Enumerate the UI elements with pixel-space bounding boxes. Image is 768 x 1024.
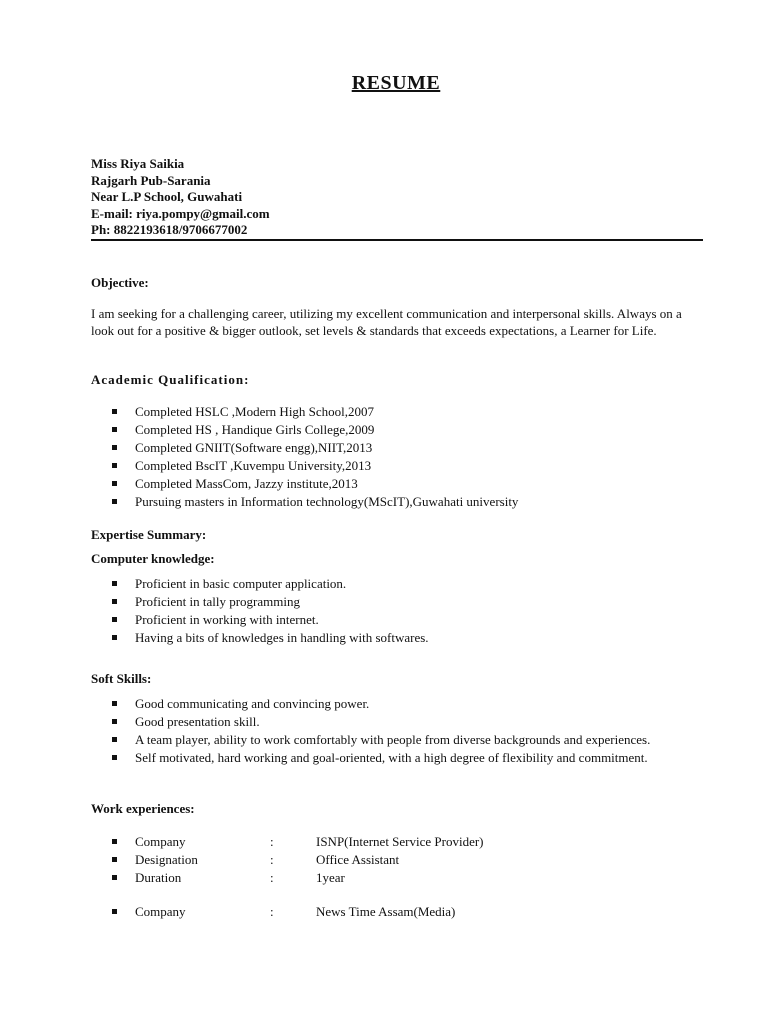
resume-title: RESUME <box>351 72 441 94</box>
objective-text: I am seeking for a challenging career, utilizing my excellent communication and interpersonal skills. Always on a look out for a positive & bigger outlook, set levels & standards that exceeds expectations, a Learner for Life. <box>91 306 682 338</box>
work-detail-row <box>112 833 612 851</box>
contact-phone: Ph: 8822193618/9706677002 <box>91 222 248 237</box>
academic-list <box>112 403 518 511</box>
contact-block <box>91 156 270 239</box>
computer-knowledge-item: Proficient in working with internet. <box>112 611 429 629</box>
contact-address-line1: Rajgarh Pub-Sarania <box>91 172 211 188</box>
work-detail-separator: : <box>270 904 274 919</box>
academic-item: Completed HS , Handique Girls College,2009 <box>112 421 518 439</box>
work-detail-separator: : <box>270 834 274 849</box>
work-detail-row <box>112 869 612 887</box>
computer-knowledge-list <box>112 575 429 647</box>
academic-item: Completed MassCom, Jazzy institute,2013 <box>112 475 518 493</box>
academic-heading: Academic Qualification: <box>91 372 250 387</box>
work-detail-value: News Time Assam(Media) <box>316 904 456 919</box>
work-detail-label: Duration <box>135 870 182 885</box>
work-job-2 <box>112 903 612 921</box>
soft-skill-item: A team player, ability to work comfortably with people from diverse backgrounds and experiences. <box>112 731 650 749</box>
work-detail-label: Company <box>135 834 186 849</box>
contact-address-line2: Near L.P School, Guwahati <box>91 189 243 204</box>
objective-heading: Objective: <box>91 275 149 290</box>
academic-item: Pursuing masters in Information technology(MScIT),Guwahati university <box>112 493 518 511</box>
soft-skill-item: Good presentation skill. <box>112 713 650 731</box>
computer-knowledge-item: Proficient in basic computer application. <box>112 575 429 593</box>
header-divider <box>91 239 703 241</box>
work-detail-row <box>112 903 612 921</box>
work-detail-separator: : <box>270 870 274 885</box>
work-detail-label: Designation <box>135 852 198 867</box>
work-detail-label: Company <box>135 904 186 919</box>
expertise-heading: Expertise Summary: <box>91 527 207 542</box>
work-experience-heading: Work experiences: <box>91 801 195 816</box>
work-detail-separator: : <box>270 852 274 867</box>
soft-skill-item: Self motivated, hard working and goal-oriented, with a high degree of flexibility and commitment. <box>112 749 650 767</box>
soft-skills-list <box>112 695 650 767</box>
contact-name: Miss Riya Saikia <box>91 156 185 171</box>
academic-item: Completed BscIT ,Kuvempu University,2013 <box>112 457 518 475</box>
work-detail-row <box>112 851 612 869</box>
work-job-1 <box>112 833 612 887</box>
work-detail-value: ISNP(Internet Service Provider) <box>316 834 484 849</box>
academic-item: Completed HSLC ,Modern High School,2007 <box>112 403 518 421</box>
contact-email: E-mail: riya.pompy@gmail.com <box>91 205 270 221</box>
computer-knowledge-item: Having a bits of knowledges in handling with softwares. <box>112 629 429 647</box>
soft-skill-item: Good communicating and convincing power. <box>112 695 650 713</box>
computer-knowledge-heading: Computer knowledge: <box>91 551 215 566</box>
computer-knowledge-item: Proficient in tally programming <box>112 593 429 611</box>
work-detail-value: Office Assistant <box>316 852 400 867</box>
work-detail-value: 1year <box>316 870 345 885</box>
academic-item: Completed GNIIT(Software engg),NIIT,2013 <box>112 439 518 457</box>
soft-skills-heading: Soft Skills: <box>91 671 152 686</box>
